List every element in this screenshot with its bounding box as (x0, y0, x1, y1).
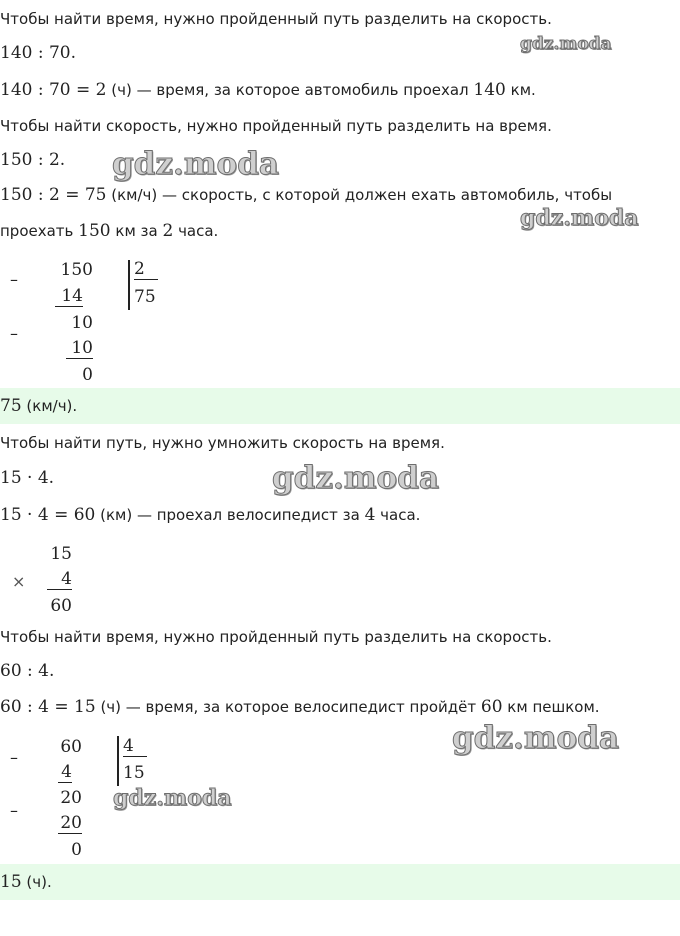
text: км за (110, 222, 163, 240)
subtrahend: 4 (58, 763, 72, 783)
subtrahend: 20 (58, 814, 82, 834)
watermark: gdz.moda (112, 146, 279, 182)
remainder: 0 (82, 365, 93, 385)
subtrahend: 14 (55, 287, 83, 307)
text-line-11: Чтобы найти время, нужно пройденный путь разделить на скорость. (0, 628, 552, 646)
product: 60 (50, 596, 72, 616)
text-line-10 (0, 505, 420, 525)
text: часа. (375, 506, 421, 524)
answer-2 (0, 872, 52, 892)
equation: 150 : 2 = 75 (0, 185, 107, 205)
subtrahend: 10 (66, 339, 93, 359)
division-vertical-line (128, 260, 130, 310)
text: проехать (0, 222, 79, 240)
minus-sign: – (10, 324, 18, 343)
watermark: gdz.moda (520, 205, 639, 231)
watermark: gdz.moda (272, 460, 439, 496)
expression-line-5: 150 : 2. (0, 150, 66, 170)
minus-sign: – (10, 801, 18, 820)
text: (км) — проехал велосипедист за (95, 506, 365, 524)
text-line-1: Чтобы найти время, нужно пройденный путь разделить на скорость. (0, 10, 552, 28)
text-line-8: Чтобы найти путь, нужно умножить скорость на время. (0, 434, 445, 452)
text-line-6 (0, 185, 612, 205)
text-line-7 (0, 221, 218, 241)
divisor: 2 (134, 260, 158, 280)
multiplicand: 15 (50, 544, 72, 564)
remainder: 10 (71, 313, 93, 333)
number: 75 (0, 396, 22, 416)
number: 140 (473, 80, 506, 100)
watermark: gdz.moda (520, 34, 612, 54)
text: (ч) — время, за которое велосипедист пройдёт (95, 698, 481, 716)
text-line-13 (0, 697, 600, 717)
quotient: 75 (134, 287, 156, 307)
text: часа. (173, 222, 219, 240)
division-vertical-line (117, 736, 119, 786)
number: 2 (162, 221, 174, 241)
minus-sign: – (10, 748, 18, 767)
text: (ч) — время, за которое автомобиль проехал (106, 81, 474, 99)
text: км. (505, 81, 536, 99)
answer-band-1 (0, 388, 680, 424)
remainder: 20 (60, 788, 82, 808)
multiplier: 4 (47, 570, 72, 590)
number: 15 (0, 872, 22, 892)
expression-line-2: 140 : 70. (0, 43, 77, 63)
text: км пешком. (502, 698, 600, 716)
equation: 60 : 4 = 15 (0, 697, 96, 717)
text: (км/ч) — скорость, с которой должен ехать автомобиль, чтобы (106, 186, 613, 204)
number: 150 (78, 221, 111, 241)
answer-band-2 (0, 864, 680, 900)
divisor: 4 (123, 737, 147, 757)
expression-line-12: 60 : 4. (0, 661, 55, 681)
times-sign: × (12, 572, 26, 591)
watermark: gdz.moda (113, 785, 232, 811)
expression-line-9: 15 · 4. (0, 468, 55, 488)
minus-sign: – (10, 270, 18, 289)
watermark: gdz.moda (452, 720, 619, 756)
dividend: 150 (60, 260, 93, 280)
dividend: 60 (60, 737, 82, 757)
text: (ч). (21, 873, 52, 891)
equation: 15 · 4 = 60 (0, 505, 96, 525)
text-line-3 (0, 80, 536, 100)
quotient: 15 (123, 763, 145, 783)
number: 60 (480, 697, 503, 717)
answer-1 (0, 396, 77, 416)
text: (км/ч). (21, 397, 78, 415)
remainder: 0 (71, 840, 82, 860)
text-line-4: Чтобы найти скорость, нужно пройденный путь разделить на время. (0, 117, 552, 135)
equation: 140 : 70 = 2 (0, 80, 107, 100)
number: 4 (364, 505, 376, 525)
